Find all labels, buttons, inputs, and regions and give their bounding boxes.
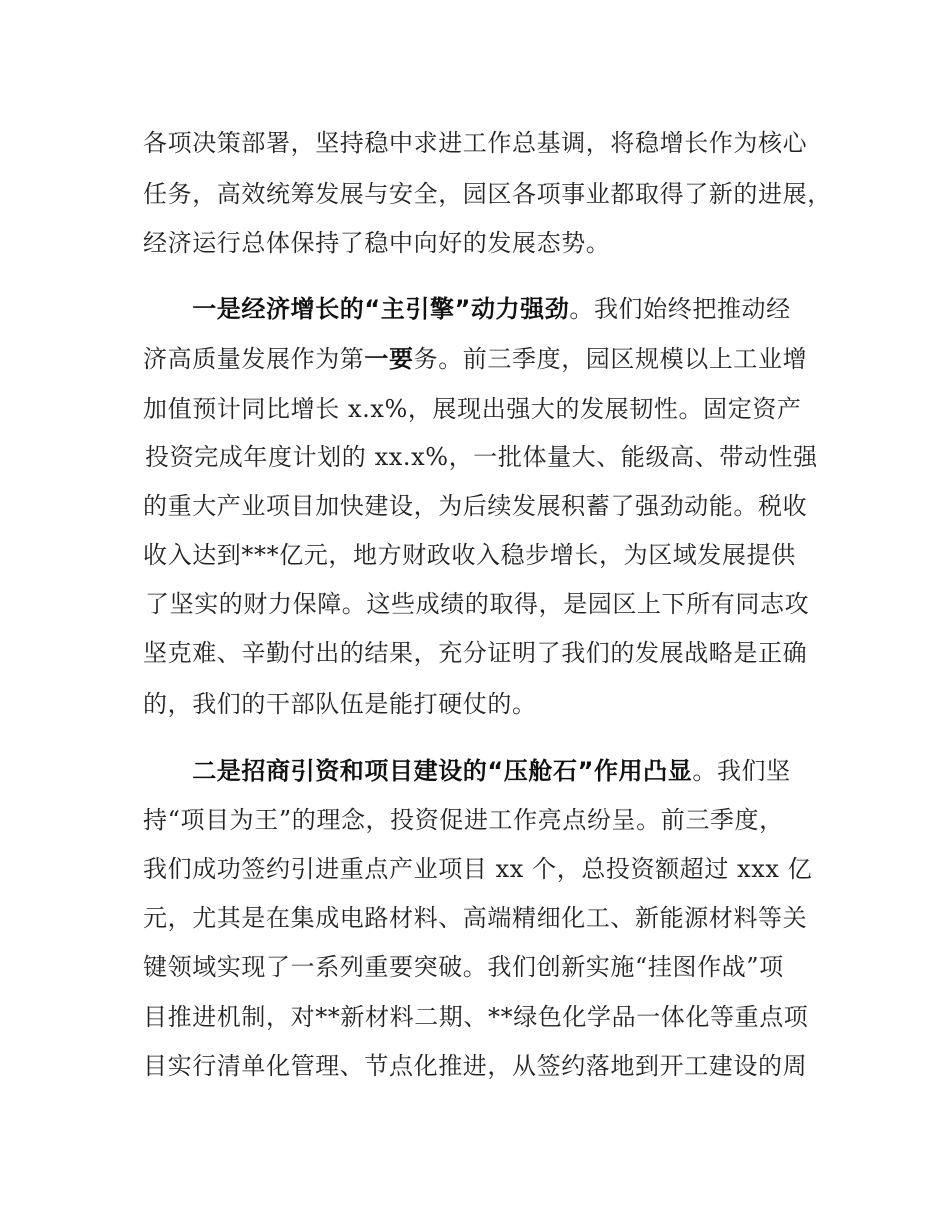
text-line bbox=[143, 854, 812, 884]
body-text bbox=[143, 757, 192, 785]
body-text: 任务，高效统筹发展与安全，园区各项事业都取得了新的进展， bbox=[143, 180, 832, 208]
text-line bbox=[143, 805, 784, 835]
body-text: 投资完成年度计划的 xx.x%，一批体量大、能级高、带动性强 bbox=[145, 443, 818, 471]
text-line bbox=[143, 394, 802, 424]
body-text: 。我们始终把推动经 bbox=[569, 295, 791, 323]
body-text: 。我们坚 bbox=[692, 757, 791, 785]
body-text: 加值预计同比增长 x.x%，展现出强大的发展韧性。固定资产 bbox=[143, 395, 802, 423]
text-line bbox=[143, 952, 784, 982]
body-text: 键领域实现了一系列重要突破。我们创新实施“挂图作战”项 bbox=[143, 953, 784, 981]
body-text: 经济运行总体保持了稳中向好的发展态势。 bbox=[143, 229, 611, 257]
body-text: 的，我们的干部队伍是能打硬仗的。 bbox=[143, 690, 537, 718]
body-text: 目推进机制，对**新材料二期、**绿色化学品一体化等重点项 bbox=[143, 1003, 809, 1031]
text-line bbox=[143, 1002, 808, 1032]
body-text: 的重大产业项目加快建设，为后续发展积蓄了强劲动能。税收 bbox=[143, 492, 808, 520]
text-line bbox=[143, 756, 791, 786]
bold-heading-text: 一是经济增长的“主引擎”动力强劲 bbox=[192, 295, 570, 323]
body-text: 目实行清单化管理、节点化推进，从签约落地到开工建设的周 bbox=[143, 1052, 808, 1080]
body-text: 务。前三季度，园区规模以上工业增 bbox=[413, 345, 808, 373]
body-text: 元，尤其是在集成电路材料、高端精细化工、新能源材料等关 bbox=[143, 904, 808, 932]
text-line bbox=[143, 179, 832, 209]
body-text: 坚克难、辛勤付出的结果，充分证明了我们的发展战略是正确 bbox=[143, 639, 808, 667]
text-line bbox=[145, 589, 809, 619]
body-text bbox=[143, 295, 192, 323]
body-text: 持“项目为王”的理念，投资促进工作亮点纷呈。前三季度， bbox=[143, 806, 784, 834]
body-text: 济高质量发展作为第 bbox=[143, 345, 365, 373]
text-line bbox=[143, 294, 791, 324]
text-line bbox=[143, 638, 807, 668]
text-line bbox=[143, 689, 537, 719]
bold-heading-text: 一要 bbox=[364, 345, 414, 373]
text-line bbox=[145, 442, 818, 472]
bold-heading-text: 二是招商引资和项目建设的“压舱石”作用凸显 bbox=[192, 757, 693, 785]
body-text: 我们成功签约引进重点产业项目 xx 个，总投资额超过 xxx 亿 bbox=[143, 855, 813, 883]
text-line bbox=[143, 1051, 807, 1081]
text-line bbox=[143, 128, 807, 158]
body-text: 了坚实的财力保障。这些成绩的取得，是园区上下所有同志攻 bbox=[145, 590, 810, 618]
body-text: 各项决策部署，坚持稳中求进工作总基调，将稳增长作为核心 bbox=[143, 129, 808, 157]
body-text: 收入达到***亿元，地方财政收入稳步增长，为区域发展提供 bbox=[143, 541, 796, 569]
text-line bbox=[143, 344, 807, 374]
text-line bbox=[143, 491, 807, 521]
text-line bbox=[143, 903, 807, 933]
text-line bbox=[143, 540, 796, 570]
text-line bbox=[143, 228, 610, 258]
